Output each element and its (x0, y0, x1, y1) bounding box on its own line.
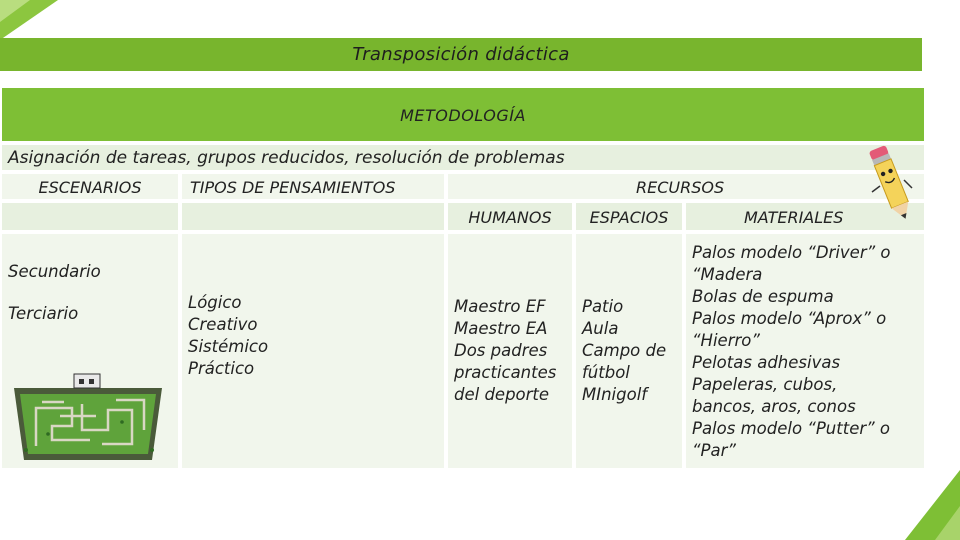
header-cell (0, 86, 926, 143)
recursos-header: RECURSOS (636, 178, 725, 197)
escenarios-header: ESCENARIOS (38, 178, 142, 197)
humanos-list: Maestro EF Maestro EA Dos padres practicantes del deporte (454, 297, 557, 404)
tipos-list: Lógico Creativo Sistémico Práctico (188, 293, 269, 378)
espacios-cell (574, 232, 684, 470)
escenarios-blank-cell (0, 201, 180, 232)
subheader-cell (0, 143, 926, 172)
corner-wedge-top-left-light (0, 0, 30, 22)
corner-wedge-bottom-right (905, 470, 960, 540)
title-bar (0, 38, 922, 71)
tipos-header: TIPOS DE PENSAMIENTOS (190, 178, 396, 197)
slide-title: Transposición didáctica (352, 44, 570, 65)
escenario-secundario: Secundario (8, 262, 101, 281)
humanos-header-cell (446, 201, 574, 232)
humanos-header: HUMANOS (468, 208, 552, 227)
corner-wedge-bottom-right-light (935, 506, 960, 540)
methodology-table (0, 86, 926, 470)
methodology-header: METODOLOGÍA (400, 106, 526, 125)
escenarios-cell (0, 232, 180, 470)
minigolf-course-image (12, 370, 168, 466)
espacios-header: ESPACIOS (589, 208, 669, 227)
humanos-cell (446, 232, 574, 470)
espacios-header-cell (574, 201, 684, 232)
tipos-header-cell (180, 172, 446, 201)
materiales-header: MATERIALES (744, 208, 844, 227)
materiales-list: Palos modelo “Driver” o “Madera Bolas de espuma Palos modelo “Aprox” o “Hierro” Pelotas adhesivas Papeleras, cubos, bancos, aros, conos Palos modelo “Putter” o “Par” (692, 243, 891, 460)
espacios-list: Patio Aula Campo de fútbol MInigolf (582, 297, 667, 404)
materiales-header-cell (684, 201, 926, 232)
escenarios-header-cell (0, 172, 180, 201)
recursos-header-cell (446, 172, 926, 201)
tipos-blank-cell (180, 201, 446, 232)
materiales-cell (684, 232, 926, 470)
escenario-terciario: Terciario (8, 304, 79, 323)
subheader-text: Asignación de tareas, grupos reducidos, resolución de problemas (8, 148, 565, 168)
corner-wedge-top-left (0, 0, 58, 40)
tipos-cell (180, 232, 446, 470)
